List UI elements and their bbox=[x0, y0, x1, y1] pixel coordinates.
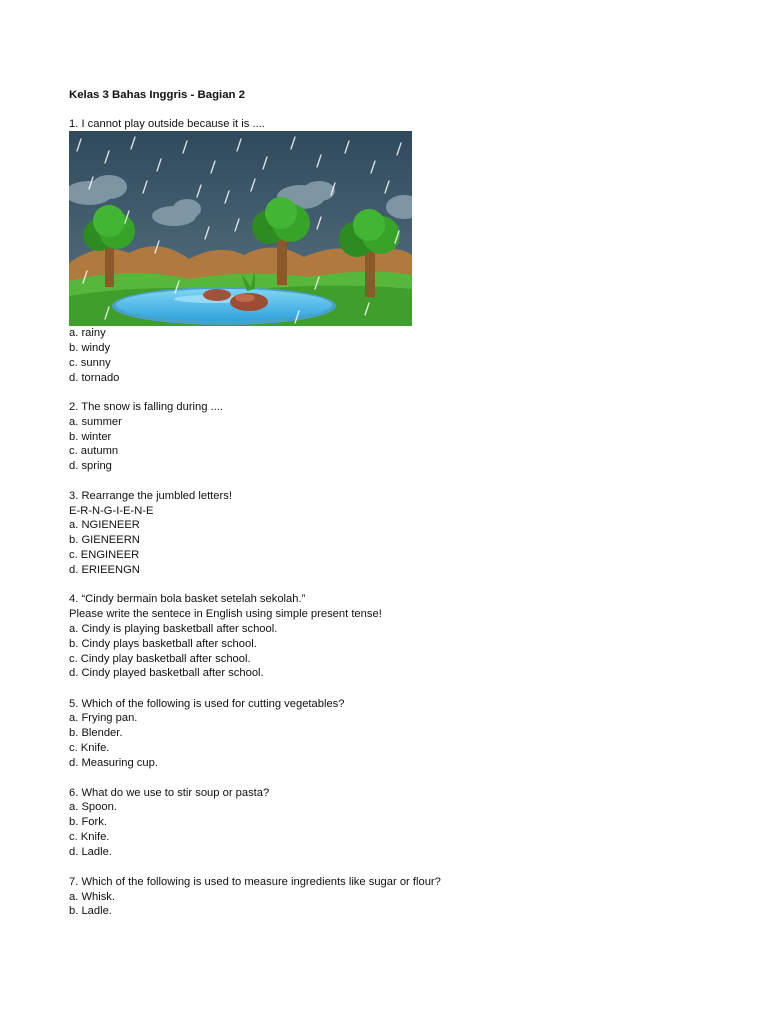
question-7-option-b: b. Ladle. bbox=[69, 905, 112, 917]
question-1-option-a: a. rainy bbox=[69, 327, 106, 339]
question-5-option-b: b. Blender. bbox=[69, 727, 123, 739]
question-3-option-c: c. ENGINEER bbox=[69, 549, 140, 561]
question-5-option-c: c. Knife. bbox=[69, 742, 110, 754]
question-4-instruction: Please write the sentece in English using simple present tense! bbox=[69, 608, 382, 620]
question-1-option-b: b. windy bbox=[69, 342, 111, 354]
worksheet-title: Kelas 3 Bahas Inggris - Bagian 2 bbox=[69, 89, 245, 101]
question-5-option-a: a. Frying pan. bbox=[69, 712, 138, 724]
question-2-text: 2. The snow is falling during .... bbox=[69, 401, 224, 413]
question-6-option-b: b. Fork. bbox=[69, 816, 107, 828]
question-2-option-d: d. spring bbox=[69, 460, 112, 472]
question-3-option-a: a. NGIENEER bbox=[69, 519, 140, 531]
question-2-option-a: a. summer bbox=[69, 416, 122, 428]
question-5-option-d: d. Measuring cup. bbox=[69, 757, 158, 769]
question-6-text: 6. What do we use to stir soup or pasta? bbox=[69, 787, 270, 799]
question-6-option-d: d. Ladle. bbox=[69, 846, 112, 858]
question-4-text: 4. “Cindy bermain bola basket setelah sekolah.” bbox=[69, 593, 306, 605]
question-3-option-b: b. GIENEERN bbox=[69, 534, 140, 546]
question-7-text: 7. Which of the following is used to measure ingredients like sugar or flour? bbox=[69, 876, 441, 888]
question-2-option-b: b. winter bbox=[69, 431, 112, 443]
question-6-option-c: c. Knife. bbox=[69, 831, 110, 843]
question-1-option-c: c. sunny bbox=[69, 357, 111, 369]
question-4-option-d: d. Cindy played basketball after school. bbox=[69, 667, 264, 679]
question-4-option-a: a. Cindy is playing basketball after school. bbox=[69, 623, 278, 635]
question-3-jumbled-letters: E-R-N-G-I-E-N-E bbox=[69, 505, 154, 517]
question-5-text: 5. Which of the following is used for cutting vegetables? bbox=[69, 698, 345, 710]
rainy-pond-illustration bbox=[69, 131, 412, 326]
question-7-option-a: a. Whisk. bbox=[69, 891, 116, 903]
question-1-text: 1. I cannot play outside because it is .... bbox=[69, 118, 265, 130]
question-4-option-b: b. Cindy plays basketball after school. bbox=[69, 638, 257, 650]
question-2-option-c: c. autumn bbox=[69, 445, 119, 457]
question-3-option-d: d. ERIEENGN bbox=[69, 564, 140, 576]
question-1-option-d: d. tornado bbox=[69, 372, 120, 384]
question-3-text: 3. Rearrange the jumbled letters! bbox=[69, 490, 232, 502]
question-4-option-c: c. Cindy play basketball after school. bbox=[69, 653, 251, 665]
question-6-option-a: a. Spoon. bbox=[69, 801, 117, 813]
